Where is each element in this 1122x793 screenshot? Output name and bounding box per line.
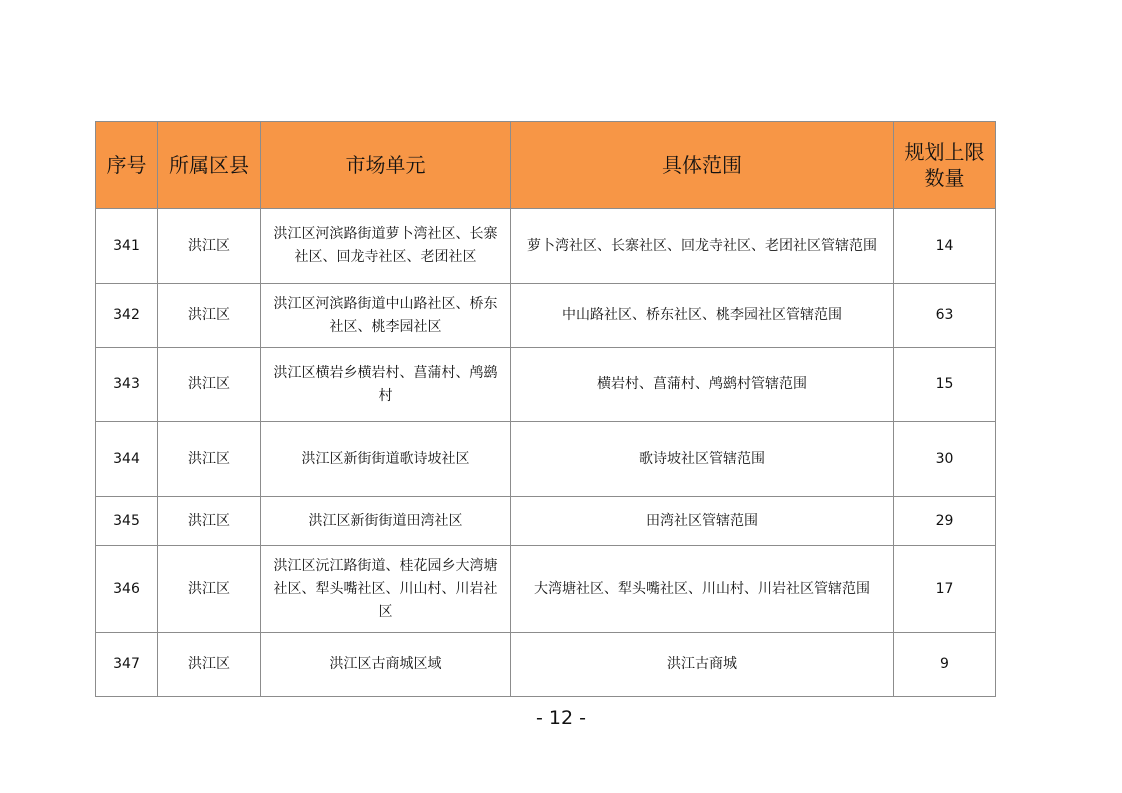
cell-district: 洪江区 — [158, 209, 261, 284]
cell-scope: 横岩村、菖蒲村、鸬鹚村管辖范围 — [511, 348, 894, 422]
cell-quota: 9 — [894, 633, 996, 697]
cell-district: 洪江区 — [158, 422, 261, 497]
header-market-unit: 市场单元 — [261, 122, 511, 209]
table-row — [96, 348, 996, 422]
cell-index: 345 — [96, 497, 158, 546]
header-index: 序号 — [96, 122, 158, 209]
cell-quota: 15 — [894, 348, 996, 422]
table-row — [96, 633, 996, 697]
table-row — [96, 284, 996, 348]
header-scope: 具体范围 — [511, 122, 894, 209]
table-row — [96, 497, 996, 546]
cell-market-unit: 洪江区新街街道田湾社区 — [261, 497, 511, 546]
cell-index: 343 — [96, 348, 158, 422]
cell-district: 洪江区 — [158, 633, 261, 697]
cell-quota: 17 — [894, 546, 996, 633]
cell-scope: 田湾社区管辖范围 — [511, 497, 894, 546]
cell-quota: 29 — [894, 497, 996, 546]
cell-scope: 大湾塘社区、犁头嘴社区、川山村、川岩社区管辖范围 — [511, 546, 894, 633]
cell-index: 347 — [96, 633, 158, 697]
header-quota: 规划上限数量 — [894, 122, 996, 209]
cell-market-unit: 洪江区古商城区域 — [261, 633, 511, 697]
cell-district: 洪江区 — [158, 284, 261, 348]
page-number: - 12 - — [536, 707, 586, 729]
table-row — [96, 209, 996, 284]
cell-quota: 14 — [894, 209, 996, 284]
cell-scope: 萝卜湾社区、长寨社区、回龙寺社区、老团社区管辖范围 — [511, 209, 894, 284]
cell-quota: 30 — [894, 422, 996, 497]
cell-quota: 63 — [894, 284, 996, 348]
cell-market-unit: 洪江区沅江路街道、桂花园乡大湾塘社区、犁头嘴社区、川山村、川岩社区 — [261, 546, 511, 633]
cell-scope: 歌诗坡社区管辖范围 — [511, 422, 894, 497]
cell-index: 344 — [96, 422, 158, 497]
cell-market-unit: 洪江区横岩乡横岩村、菖蒲村、鸬鹚村 — [261, 348, 511, 422]
cell-market-unit: 洪江区河滨路街道中山路社区、桥东社区、桃李园社区 — [261, 284, 511, 348]
header-district: 所属区县 — [158, 122, 261, 209]
cell-scope: 中山路社区、桥东社区、桃李园社区管辖范围 — [511, 284, 894, 348]
cell-market-unit: 洪江区河滨路街道萝卜湾社区、长寨社区、回龙寺社区、老团社区 — [261, 209, 511, 284]
cell-index: 346 — [96, 546, 158, 633]
market-unit-table — [95, 121, 996, 697]
cell-district: 洪江区 — [158, 497, 261, 546]
cell-district: 洪江区 — [158, 348, 261, 422]
table-row — [96, 546, 996, 633]
cell-market-unit: 洪江区新街街道歌诗坡社区 — [261, 422, 511, 497]
table-header-row — [96, 122, 996, 209]
cell-district: 洪江区 — [158, 546, 261, 633]
cell-index: 341 — [96, 209, 158, 284]
table-row — [96, 422, 996, 497]
cell-scope: 洪江古商城 — [511, 633, 894, 697]
cell-index: 342 — [96, 284, 158, 348]
